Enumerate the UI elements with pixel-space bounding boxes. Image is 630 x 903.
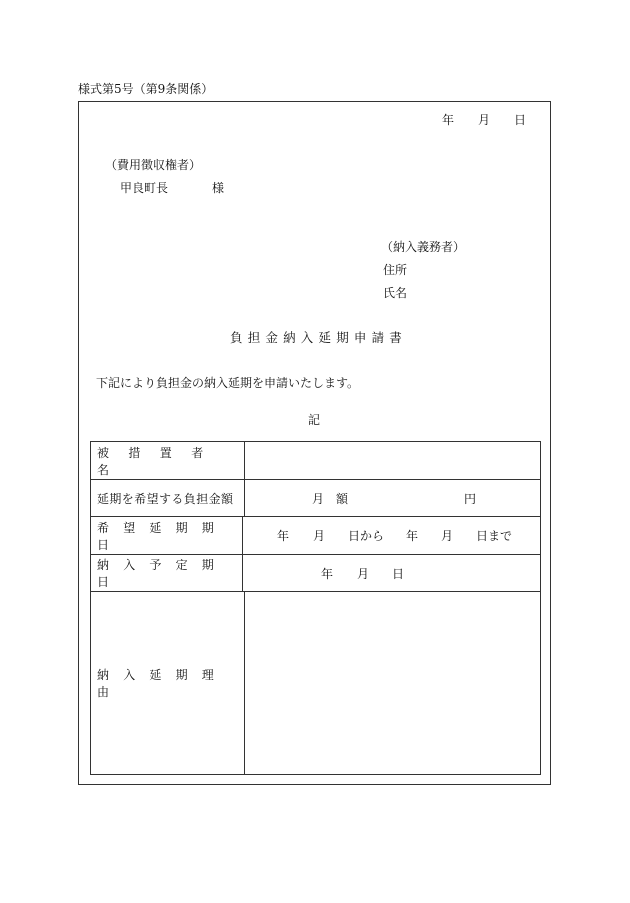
row-label-subject-name (91, 442, 245, 479)
date-year-label: 年 (442, 113, 455, 127)
addressee-name: 甲良町長 (120, 181, 169, 195)
applicant-name-label: 氏名 (383, 286, 408, 300)
from-year-label: 年 (277, 529, 290, 543)
row-label-text: 納入予定期日 (97, 558, 229, 589)
from-day-label: 日から (348, 529, 385, 543)
form-number-label: 様式第5号（第9条関係） (78, 82, 214, 96)
to-year-label: 年 (406, 529, 419, 543)
intro-text: 下記により負担金の納入延期を申請いたします。 (96, 376, 360, 390)
table-row (91, 480, 540, 517)
application-table (90, 441, 541, 775)
from-month-label: 月 (313, 529, 326, 543)
applicant-role: （納入義務者） (381, 240, 466, 254)
document-title: 負担金納入延期申請書 (230, 330, 408, 345)
row-label-text: 延期を希望する負担金額 (97, 491, 234, 506)
row-label-payment-date (91, 555, 243, 591)
row-label-text: 希望延期期日 (97, 520, 229, 552)
row-label-amount (91, 480, 245, 516)
monthly-amount-label: 月 額 (312, 491, 349, 506)
payment-month-label: 月 (357, 566, 370, 581)
table-row (91, 442, 540, 480)
date-month-label: 月 (478, 113, 491, 127)
row-label-text: 被措置者名 (97, 445, 223, 477)
table-row (91, 517, 540, 555)
row-label-text: 納入延期理由 (97, 668, 229, 699)
header-date (442, 111, 526, 128)
to-day-label: 日まで (476, 529, 513, 543)
table-row (91, 555, 540, 592)
addressee-honorific: 様 (212, 181, 225, 195)
payment-year-label: 年 (321, 566, 334, 581)
payment-day-label: 日 (392, 566, 405, 581)
to-month-label: 月 (441, 529, 454, 543)
addressee-role: （費用徴収権者） (105, 158, 202, 172)
table-row (91, 592, 540, 774)
yen-label: 円 (464, 491, 477, 506)
applicant-address-label: 住所 (383, 263, 408, 277)
row-label-extension-date (91, 517, 243, 554)
ki-label: 記 (308, 413, 321, 427)
date-day-label: 日 (514, 113, 527, 127)
row-label-reason (91, 592, 245, 774)
